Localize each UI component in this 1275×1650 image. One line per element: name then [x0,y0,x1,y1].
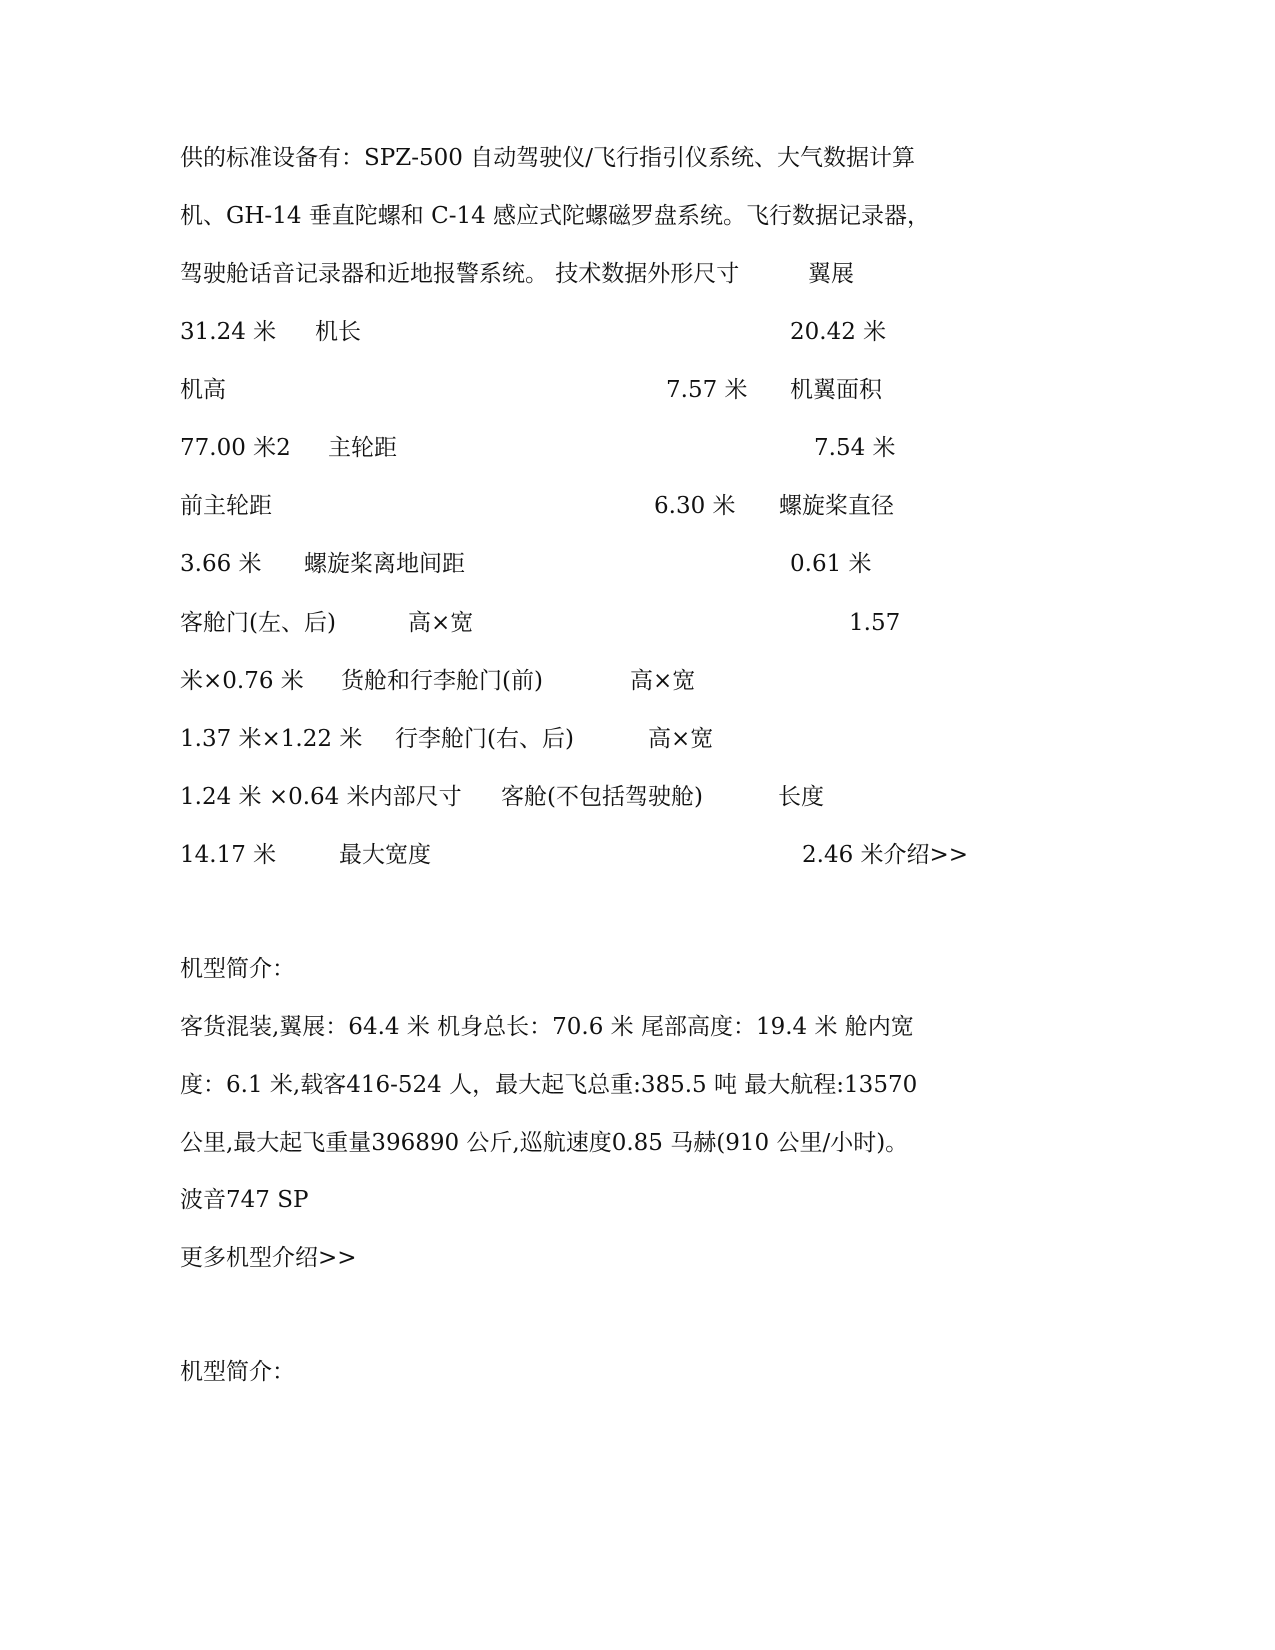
spec-label-length: 机长 [315,319,361,345]
spec-value-baggage-door: 1.24 米 ×0.64 米内部尺寸 [180,784,462,810]
spec-value-max-width[interactable]: 2.46 米介绍>> [802,842,969,868]
spec-label-cargo-door-dim: 高×宽 [630,668,696,694]
paragraph-line: 度：6.1 米,载客416-524 人，最大起飞总重:385.5 吨 最大航程:13570 [180,1072,918,1098]
spec-label-cabin-length: 长度 [778,784,824,810]
spec-value-height: 7.57 米 [666,377,748,403]
spec-label-wing-area: 机翼面积 [790,377,882,403]
spec-label-wheelbase: 前主轮距 [180,493,272,519]
spec-value-cabin-door-a: 1.57 [849,610,901,636]
paragraph-line: 公里,最大起飞重量396890 公斤,巡航速度0.85 马赫(910 公里/小时)。 [180,1130,909,1156]
spec-label-propeller-clearance: 螺旋桨离地间距 [304,551,465,577]
spec-value-length: 20.42 米 [790,319,887,345]
spec-label-propeller-diameter: 螺旋桨直径 [779,493,894,519]
spec-label-cabin: 客舱(不包括驾驶舱) [501,784,703,810]
spec-label-cargo-door: 货舱和行李舱门(前) [341,668,543,694]
aircraft-model-link[interactable]: 波音747 SP [180,1187,309,1213]
paragraph-line: 机、GH-14 垂直陀螺和 C-14 感应式陀螺磁罗盘系统。飞行数据记录器， [180,203,931,229]
spec-label-wingspan: 翼展 [808,261,854,287]
spec-label-main-wheel-track: 主轮距 [328,435,397,461]
spec-label-max-width: 最大宽度 [339,842,431,868]
paragraph-line: 驾驶舱话音记录器和近地报警系统。 技术数据外形尺寸 [180,261,740,287]
spec-value-cargo-door: 1.37 米×1.22 米 [180,726,363,752]
spec-value-propeller-diameter: 3.66 米 [180,551,262,577]
spec-label-baggage-door-dim: 高×宽 [648,726,714,752]
spec-value-wing-area: 77.00 米2 [180,435,291,461]
more-models-link[interactable]: 更多机型介绍>> [180,1245,357,1271]
spec-value-wheelbase: 6.30 米 [654,493,736,519]
spec-value-propeller-clearance: 0.61 米 [790,551,872,577]
spec-value-cabin-door-b: 米×0.76 米 [180,668,304,694]
spec-label-baggage-door: 行李舱门(右、后) [395,726,574,752]
paragraph-line: 客货混装,翼展：64.4 米 机身总长：70.6 米 尾部高度：19.4 米 舱内宽 [180,1014,914,1040]
spec-value-wingspan: 31.24 米 [180,319,277,345]
spec-value-cabin-length: 14.17 米 [180,842,277,868]
spec-value-main-wheel-track: 7.54 米 [814,435,896,461]
spec-label-cabin-door: 客舱门(左、后) [180,610,336,636]
spec-label-height: 机高 [180,377,226,403]
section-heading: 机型简介： [180,956,295,982]
paragraph-line: 供的标准设备有：SPZ-500 自动驾驶仪/飞行指引仪系统、大气数据计算 [180,145,915,171]
section-heading: 机型简介： [180,1359,295,1385]
spec-label-cabin-door-dim: 高×宽 [408,610,474,636]
